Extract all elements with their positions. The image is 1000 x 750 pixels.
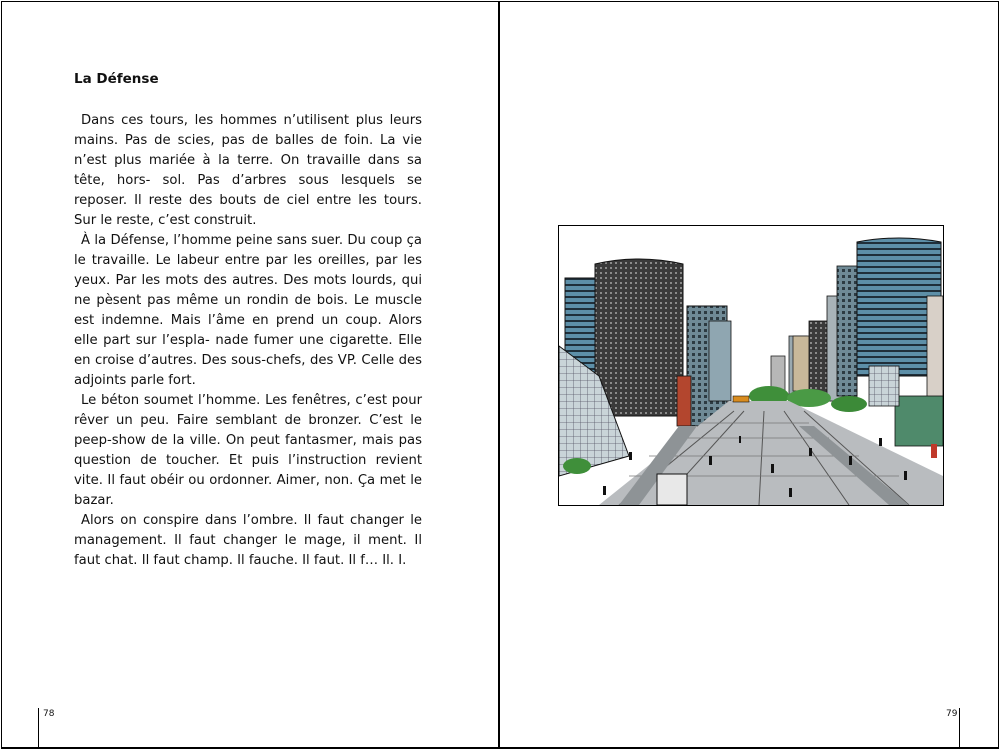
page-number-right: 79	[946, 709, 958, 719]
page-number-left: 78	[43, 709, 55, 719]
paragraph-3-text: Le béton soumet l’homme. Les fenêtres, c’est pour rêver un peu. Faire semblant de bronzer. C’est le peep-show de la ville. On peut fantasmer, mais pas question de toucher. Et puis l’instruction revient vite. Il faut obéir ou ordonner. Aimer, non. Ça met le bazar.	[74, 393, 422, 508]
cityscape-drawing	[559, 226, 943, 505]
paragraph-4-text: Alors on conspire dans l’ombre. Il faut changer le management. Il faut changer le mage, il ment. Il faut chat. Il faut champ. Il fauche. Il faut. Il f… Il. I.	[74, 513, 422, 568]
paragraph-3	[74, 391, 422, 511]
right-margin-tick	[959, 708, 960, 748]
book-spine	[498, 1, 500, 748]
paragraph-2-text: À la Défense, l’homme peine sans suer. Du coup ça le travaille. Le labeur entre par les oreilles, par les yeux. Par les mots des autres. Des mots lourds, qui ne pèsent pas même un rondin de bois. Le muscle est indemne. Mais l’âme en prend un coup. Alors elle part sur l’espla- nade fumer une cigarette. Elle en croise d’autres. Des sous-chefs, des VP. Celle des adjoints parle fort.	[74, 233, 422, 388]
left-margin-tick	[38, 708, 39, 748]
paragraph-1	[74, 111, 422, 231]
chapter-title: La Défense	[74, 71, 159, 87]
illustration-la-defense	[558, 225, 944, 506]
paragraph-1-text: Dans ces tours, les hommes n’utilisent plus leurs mains. Pas de scies, pas de balles de foin. La vie n’est plus mariée à la terre. On travaille dans sa tête, hors- sol. Pas d’arbres sous lesquels se reposer. Il reste des bouts de ciel entre les tours. Sur le reste, c’est construit.	[74, 113, 422, 228]
paragraph-4	[74, 511, 422, 571]
paragraph-2	[74, 231, 422, 391]
